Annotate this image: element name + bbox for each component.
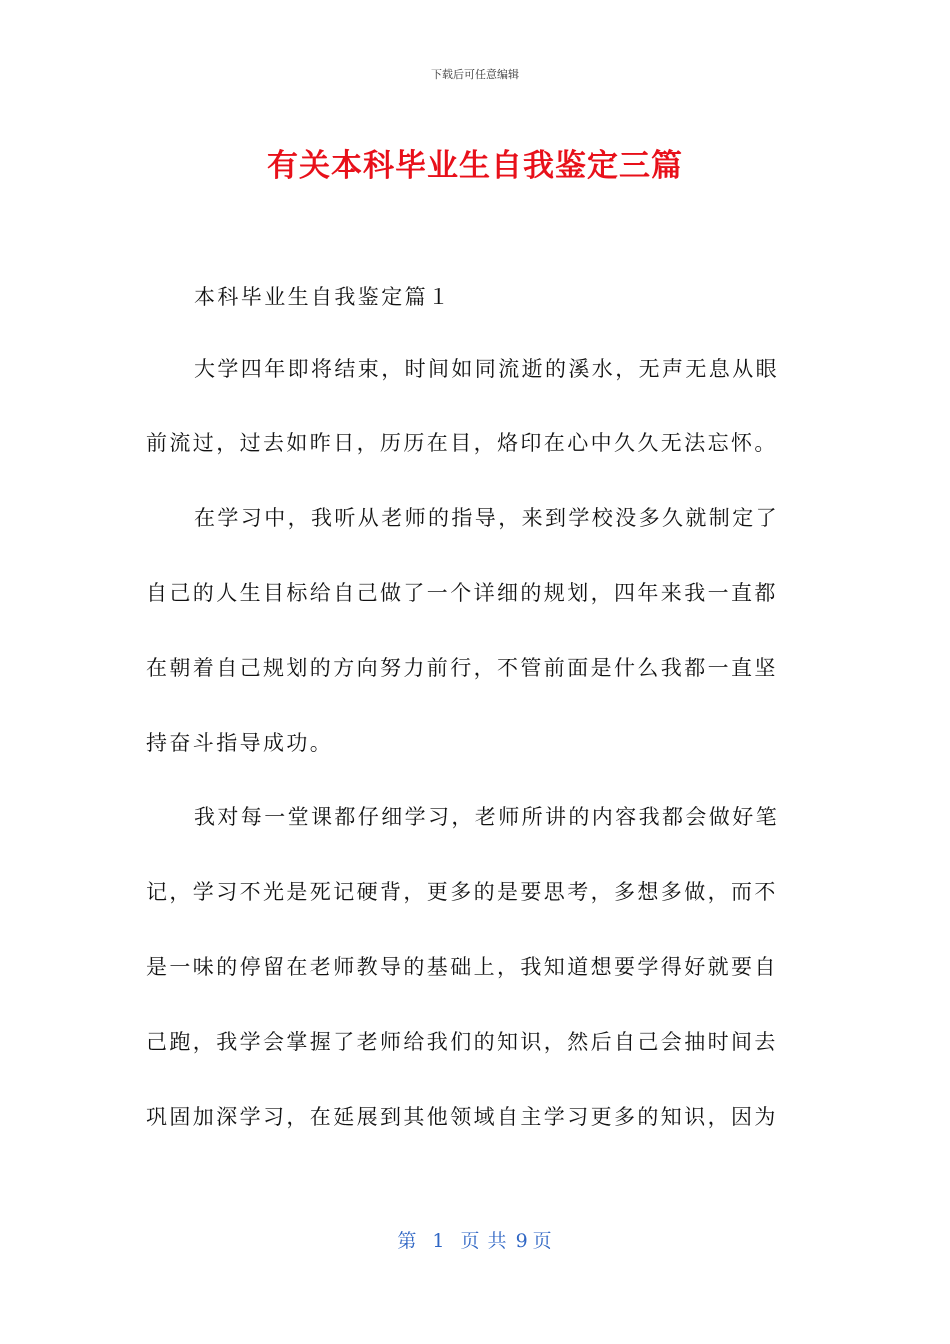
paragraph-line: 是一味的停留在老师教导的基础上，我知道想要学得好就要自 bbox=[146, 955, 778, 979]
paragraph-line: 在学习中，我听从老师的指导，来到学校没多久就制定了 bbox=[194, 506, 779, 530]
page-label-mid: 页 共 bbox=[460, 1230, 508, 1252]
page-footer bbox=[0, 1226, 950, 1253]
document-title: 有关本科毕业生自我鉴定三篇 bbox=[267, 148, 683, 184]
page-current-number: 1 bbox=[432, 1230, 446, 1252]
section-heading: 本科毕业生自我鉴定篇１ bbox=[194, 285, 452, 309]
header-note: 下载后可任意编辑 bbox=[431, 68, 519, 81]
page-label-prefix: 第 bbox=[397, 1230, 418, 1252]
paragraph-line: 前流过，过去如昨日，历历在目，烙印在心中久久无法忘怀。 bbox=[146, 431, 778, 455]
paragraph-line: 我对每一堂课都仔细学习，老师所讲的内容我都会做好笔 bbox=[194, 805, 779, 829]
paragraph-line: 记，学习不光是死记硬背，更多的是要思考，多想多做，而不 bbox=[146, 880, 778, 904]
paragraph-line: 持奋斗指导成功。 bbox=[146, 731, 334, 755]
page-total-number: 9 bbox=[515, 1230, 529, 1252]
page-label-suffix: 页 bbox=[532, 1230, 553, 1252]
paragraph-line: 大学四年即将结束，时间如同流逝的溪水，无声无息从眼 bbox=[194, 357, 779, 381]
paragraph-line: 在朝着自己规划的方向努力前行，不管前面是什么我都一直坚 bbox=[146, 656, 778, 680]
paragraph-line: 自己的人生目标给自己做了一个详细的规划，四年来我一直都 bbox=[146, 581, 778, 605]
paragraph-line: 巩固加深学习，在延展到其他领域自主学习更多的知识，因为 bbox=[146, 1105, 778, 1129]
paragraph-line: 己跑，我学会掌握了老师给我们的知识，然后自己会抽时间去 bbox=[146, 1030, 778, 1054]
